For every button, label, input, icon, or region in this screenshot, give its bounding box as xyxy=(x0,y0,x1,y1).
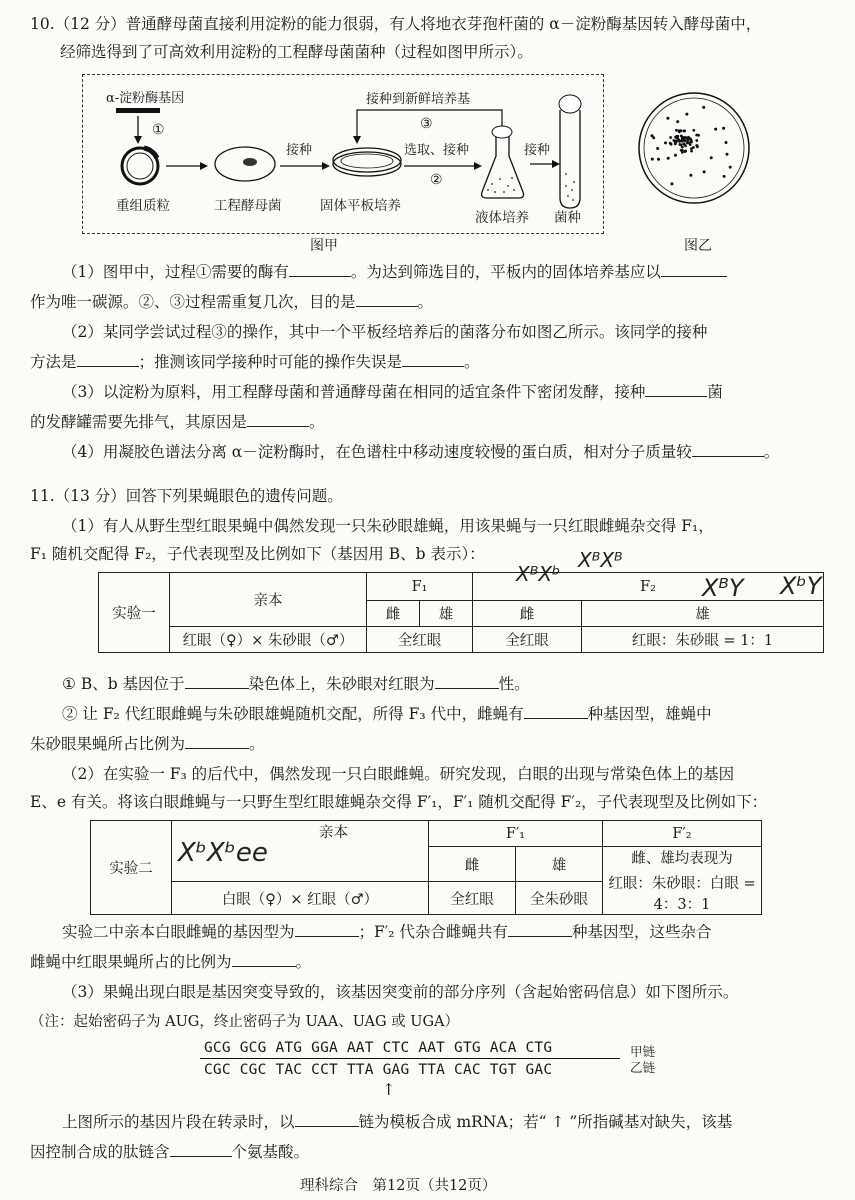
colony-dot xyxy=(689,141,692,144)
colony-dot xyxy=(680,140,683,143)
q11-q4-line2: 因控制合成的肽链含 个氨基酸。 xyxy=(30,1143,310,1161)
answer-blank[interactable] xyxy=(295,1112,359,1127)
q10-part3-line1: （3）以淀粉为原料，用工程酵母菌和普通酵母菌在相同的适宜条件下密闭发酵，接种 菌 xyxy=(62,383,723,401)
answer-blank[interactable] xyxy=(185,734,249,749)
handwriting-genotype: XᵇXᵇee xyxy=(178,838,268,868)
q11-part2-line2: E、e 有关。将该白眼雌蝇与一只野生型红眼雄蝇杂交得 F′₁，F′₁ 随机交配得 F′₂，子代表现型及比例如下： xyxy=(30,793,768,811)
exp1-parents-header: 亲本 xyxy=(170,573,367,627)
exp2-f2-top: 雌、雄均表现为 xyxy=(631,851,733,867)
colony-dot xyxy=(676,120,679,123)
answer-blank[interactable] xyxy=(524,704,588,719)
dna-strand-a: GCG GCG ATG GGA AAT CTC AAT GTG ACA CTG xyxy=(204,1040,553,1056)
dna-line xyxy=(200,1058,620,1059)
exp1-f2-header: F₂ xyxy=(473,573,824,601)
answer-blank[interactable] xyxy=(295,922,359,937)
q11-q4-line1: 上图所示的基因片段在转录时，以 链为模板合成 mRNA；若“ ↑ ”所指碱基对缺失，该基 xyxy=(62,1113,733,1131)
figure-a-caption: 图甲 xyxy=(310,238,338,254)
colony-dot xyxy=(681,146,684,149)
figure-b-caption: 图乙 xyxy=(684,238,712,254)
colony-dot xyxy=(722,127,725,130)
colony-dot xyxy=(669,142,672,145)
answer-blank[interactable] xyxy=(289,262,351,277)
arrow-inoculate2-label: 接种 xyxy=(524,143,551,158)
colony-dot xyxy=(726,153,729,156)
colony-dot xyxy=(690,150,693,153)
colony-dot xyxy=(651,158,654,161)
exp1-f2-male-result: 红眼：朱砂眼 = 1：1 xyxy=(582,627,824,653)
colony-dot xyxy=(682,130,685,133)
exp2-f1-male: 雄 xyxy=(516,847,603,882)
exp2-f2-header: F′₂ xyxy=(603,821,762,847)
exp1-f1-male: 雄 xyxy=(420,601,473,627)
q11-title: 11.（13 分）回答下列果蝇眼色的遗传问题。 xyxy=(30,487,343,505)
chain-a-label: 甲链 xyxy=(630,1044,656,1059)
q11-q1: ① B、b 基因位于 染色体上，朱砂眼对红眼为 性。 xyxy=(62,675,530,693)
colony-dot xyxy=(689,143,692,146)
page-footer: 理科综合 第12页（共12页） xyxy=(300,1178,497,1194)
test-tube-icon xyxy=(560,110,580,208)
handwriting-genotype: XᵇY xyxy=(780,572,822,600)
handwriting-genotype: XᴮXᵇ xyxy=(516,562,561,586)
colony-dot xyxy=(664,141,667,144)
colony-dot xyxy=(710,156,713,159)
colony-dot xyxy=(657,158,660,161)
exp2-f1-male-result: 全朱砂眼 xyxy=(516,882,603,915)
exp1-f1-result: 全红眼 xyxy=(367,627,473,653)
colony-dot xyxy=(685,113,688,116)
q11-part2-line1: （2）在实验一 F₃ 的后代中，偶然发现一只白眼雌蝇。研究发现，白眼的出现与常染色体上的基因 xyxy=(62,765,735,783)
handwriting-genotype: XᴮXᴮ xyxy=(578,548,623,572)
mutation-arrow: ↑ xyxy=(382,1080,396,1099)
q10-part4: （4）用凝胶色谱法分离 α－淀粉酶时，在色谱柱中移动速度较慢的蛋白质，相对分子质量较 。 xyxy=(62,443,780,461)
exp2-f1-header: F′₁ xyxy=(429,821,603,847)
colony-dot xyxy=(679,129,682,132)
strain-label: 菌种 xyxy=(554,210,581,226)
colony-dot xyxy=(725,141,728,144)
exp2-parents: 白眼（♀）× 红眼（♂） xyxy=(172,882,429,915)
answer-blank[interactable] xyxy=(185,674,249,689)
q11-q3-line1: 实验二中亲本白眼雌蝇的基因型为 ；F′₂ 代杂合雌蝇共有 种基因型，这些杂合 xyxy=(62,923,712,941)
colony-dot xyxy=(681,151,684,154)
q10-part3-line2: 的发酵罐需要先排气，其原因是 。 xyxy=(30,413,325,431)
dna-strand-b: CGC CGC TAC CCT TTA GAG TTA CAC TGT GAC xyxy=(204,1062,553,1078)
q10-part2-line1: （2）某同学尝试过程③的操作，其中一个平板经培养后的菌落分布如图乙所示。该同学的接种 xyxy=(62,323,708,341)
exp2-f1-female: 雌 xyxy=(429,847,516,882)
colony-dot xyxy=(692,146,695,149)
answer-blank[interactable] xyxy=(77,352,139,367)
colony-dot xyxy=(729,166,732,169)
colony-dot xyxy=(683,136,686,139)
exp1-label: 实验一 xyxy=(99,573,170,653)
answer-blank[interactable] xyxy=(661,262,727,277)
exp1-parents: 红眼（♀）× 朱砂眼（♂） xyxy=(170,627,367,653)
exp1-f2-male: 雄 xyxy=(582,601,824,627)
exp1-f1-header: F₁ xyxy=(367,573,473,601)
plasmid-label: 重组质粒 xyxy=(116,198,170,214)
chain-b-label: 乙链 xyxy=(630,1060,656,1075)
exp2-parents-header: 亲本 xyxy=(172,821,429,882)
answer-blank[interactable] xyxy=(645,382,707,397)
exp2-f2-result xyxy=(603,847,762,915)
colony-dot xyxy=(689,174,692,177)
yeast-label: 工程酵母菌 xyxy=(214,198,282,214)
colony-dot xyxy=(675,140,678,143)
step3-label: ③ xyxy=(420,116,433,132)
answer-blank[interactable] xyxy=(170,1142,232,1157)
answer-blank[interactable] xyxy=(435,674,499,689)
q10-part2-line2: 方法是 ；推测该同学接种时可能的操作失误是 。 xyxy=(30,353,480,371)
arrow-fresh-label: 接种到新鲜培养基 xyxy=(366,92,471,107)
colony-dot xyxy=(666,117,669,120)
answer-blank[interactable] xyxy=(508,922,572,937)
q10-title-cont: 经筛选得到了可高效利用淀粉的工程酵母菌菌种（过程如图甲所示）。 xyxy=(60,43,533,61)
q10-title: 10.（12 分）普通酵母菌直接利用淀粉的能力很弱，有人将地衣芽孢杆菌的 α－淀粉酶基因转入酵母菌中， xyxy=(30,15,762,33)
exp1-f2-female: 雌 xyxy=(473,601,582,627)
colony-dot xyxy=(686,142,689,145)
handwriting-genotype: XᴮY xyxy=(702,574,744,602)
gene-label: α-淀粉酶基因 xyxy=(106,91,185,106)
plate-label: 固体平板培养 xyxy=(320,198,401,214)
colony-dot xyxy=(695,139,698,142)
step1-label: ① xyxy=(152,122,165,138)
colony-dot xyxy=(714,128,717,131)
colony-dot xyxy=(681,137,684,140)
colony-dot xyxy=(675,129,678,132)
q10-part1-line1: （1）图甲中，过程①需要的酶有 。为达到筛选目的，平板内的固体培养基应以 xyxy=(62,262,727,282)
colony-dot xyxy=(687,136,690,139)
answer-blank[interactable] xyxy=(232,952,296,967)
colony-dot xyxy=(683,143,686,146)
exp2-f2-bottom: 红眼：朱砂眼：白眼 = 4：3：1 xyxy=(608,876,756,913)
colony-dot xyxy=(696,145,699,148)
colony-dot xyxy=(656,147,659,150)
q11-q2-line1: ② 让 F₂ 代红眼雌蝇与朱砂眼雄蝇随机交配，所得 F₃ 代中，雌蝇有 种基因型，雄蝇中 xyxy=(62,705,712,723)
answer-blank[interactable] xyxy=(692,442,764,457)
q11-part1-line1: （1）有人从野生型红眼果蝇中偶然发现一只朱砂眼雄蝇，用该果蝇与一只红眼雌蝇杂交得 F₁， xyxy=(62,517,714,535)
colony-dot xyxy=(703,170,706,173)
q11-part1-line2: F₁ 随机交配得 F₂，子代表现型及比例如下（基因用 B、b 表示）： xyxy=(30,545,485,563)
colony-dot xyxy=(674,154,677,157)
colony-dot xyxy=(669,136,672,139)
colony-dot xyxy=(651,134,654,137)
colony-dot xyxy=(695,134,698,137)
colony-dot xyxy=(723,175,726,178)
q11-q3-line2: 雌蝇中红眼果蝇所占的比例为 。 xyxy=(30,953,312,971)
exp1-f2-female-result: 全红眼 xyxy=(473,627,582,653)
answer-blank[interactable] xyxy=(356,292,418,307)
colony-dot xyxy=(692,129,695,132)
colony-dot xyxy=(680,135,683,138)
colony-dot xyxy=(702,106,705,109)
figure-b-plate xyxy=(636,90,756,210)
q11-part3-note: （注：起始密码子为 AUG，终止密码子为 UAA、UAG 或 UGA） xyxy=(30,1014,460,1030)
q10-part1-line2: 作为唯一碳源。②、③过程需重复几次，目的是 。 xyxy=(30,293,434,311)
colony-dot xyxy=(684,150,687,153)
arrow-select-label: 选取、接种 xyxy=(404,143,470,158)
answer-blank[interactable] xyxy=(247,412,309,427)
colony-dot xyxy=(667,157,670,160)
colony-dot xyxy=(686,139,689,142)
exp2-label: 实验二 xyxy=(91,821,172,915)
exp2-f1-female-result: 全红眼 xyxy=(429,882,516,915)
answer-blank[interactable] xyxy=(402,352,464,367)
q11-part3-line1: （3）果蝇出现白眼是基因突变导致的，该基因突变前的部分序列（含起始密码信息）如下图所示。 xyxy=(62,983,739,1001)
q11-q2-line2: 朱砂眼果蝇所占比例为 。 xyxy=(30,735,265,753)
colony-dot xyxy=(678,139,681,142)
colony-dot xyxy=(670,182,673,185)
liquid-label: 液体培养 xyxy=(475,210,529,226)
colony-dot xyxy=(675,135,678,138)
arrow-inoculate-label: 接种 xyxy=(286,143,313,158)
flask-icon xyxy=(482,136,524,198)
step2-label: ② xyxy=(430,172,443,188)
exp1-f1-female: 雌 xyxy=(367,601,420,627)
